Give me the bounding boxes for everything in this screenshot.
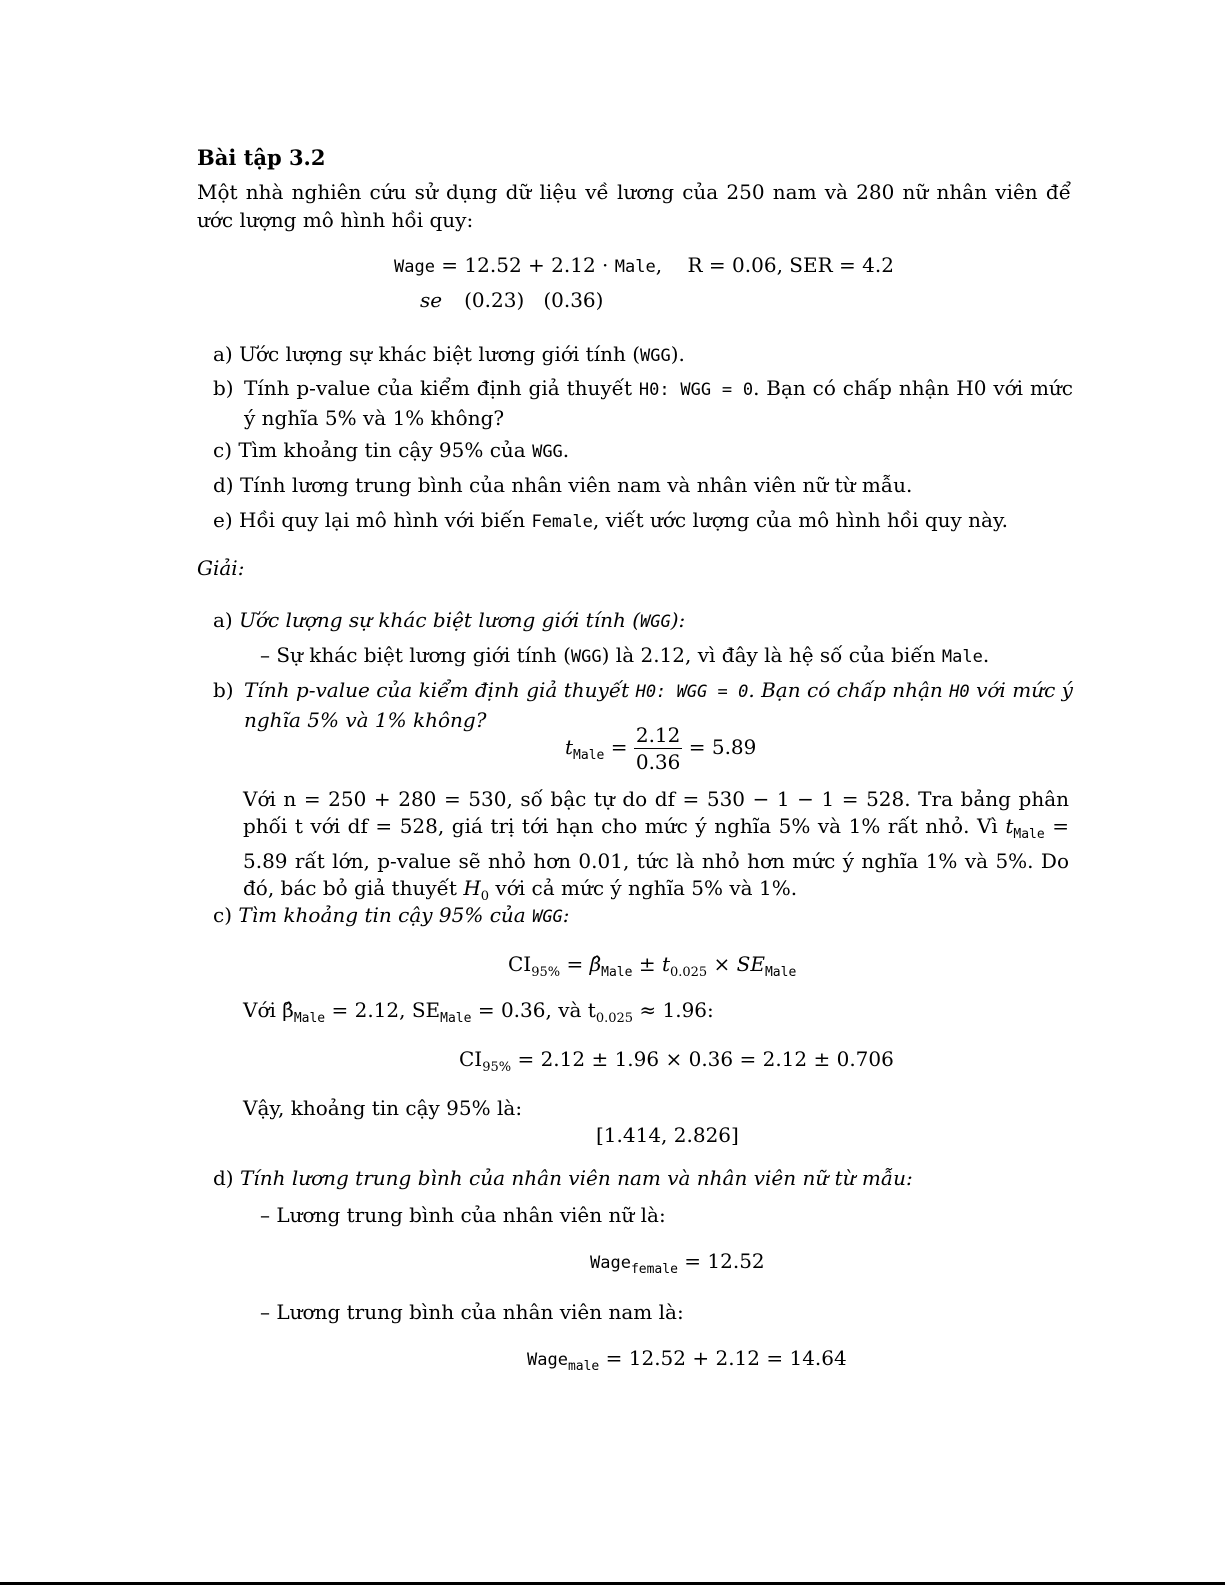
fraction [634,722,683,775]
dash-bullet: – [260,1203,270,1227]
bullet-text: ) là 2.12, vì đây là hệ số của biến [601,643,942,667]
question-label: b) [213,376,234,400]
paragraph-text: với cả mức ý nghĩa 5% và 1%. [489,876,798,900]
ci-interval: [1.414, 2.826] [596,1123,739,1147]
ci-symbol: CI [508,952,532,976]
solution-title-text: Ước lượng sự khác biệt lương giới tính ( [239,608,641,632]
formula-part: ± t [632,952,670,976]
question-code: WGG [532,442,563,462]
solution-code: H0 [949,682,970,702]
solution-a-title [213,606,1073,636]
h0-subscript: 0 [480,889,490,904]
wage-value: = 12.52 [677,1249,765,1273]
male-wage-formula [527,1346,847,1374]
wage-subscript: male [567,1359,600,1374]
t-subscript: Male [1013,827,1045,842]
fraction-numerator: 2.12 [635,723,681,747]
t-symbol: t [1005,814,1014,838]
solution-b-paragraph [243,786,1069,910]
ci-subscript: 95% [531,965,561,980]
fraction-denominator: 0.36 [635,750,681,774]
given-subscript: 0.025 [595,1011,634,1026]
bullet-text: Lương trung bình của nhân viên nam là: [276,1300,684,1324]
solution-label: a) [213,608,233,632]
female-bullet [260,1201,666,1229]
question-text: Tính lương trung bình của nhân viên nam và nhân viên nữ từ mẫu. [239,473,913,497]
question-label: d) [213,473,234,497]
bullet-text: Sự khác biệt lương giới tính ( [276,643,571,667]
solution-label: d) [213,1166,234,1190]
se-row [420,288,603,312]
se-label: se [420,288,443,312]
ci-symbol: CI [459,1047,483,1071]
question-e [213,506,1073,536]
solution-title-text: : [562,903,570,927]
question-text: , viết ước lượng của mô hình hồi quy này. [592,508,1008,532]
solution-title-text: với mức ý nghĩa 5% và 1% không? [244,678,1073,732]
exercise-intro: Một nhà nghiên cứu sử dụng dữ liệu về lương của 250 nam và 280 nữ nhân viên để ước lượng mô hình hồi quy: [197,180,1071,232]
given-subscript: Male [440,1011,472,1026]
question-text: ). [670,342,685,366]
t-result: = 5.89 [688,735,757,759]
question-text: . [562,438,570,462]
t-subscript: Male [573,748,605,763]
question-code: H0: WGG = 0 [638,380,754,400]
given-text: = 2.12, SE [325,998,441,1022]
formula-part: × SE [707,952,765,976]
dash-bullet: – [260,643,270,667]
equation-rhs: = 12.52 + 2.12 · [434,253,615,277]
solution-code: WGG [640,612,671,632]
solution-d-title [213,1164,1073,1192]
solution-code: WGG [570,647,602,667]
paragraph-text: = 5.89 rất lớn, p-value sẽ nhỏ hơn 0.01, tức là nhỏ hơn mức ý nghĩa 1% và 5%. Do đó, bác bỏ giả thuyết [243,814,1069,900]
question-c [213,436,1073,466]
ci-conclusion: Vậy, khoảng tin cậy 95% là: [243,1096,523,1120]
bullet-text: . [982,643,990,667]
wage-value: = 12.52 + 2.12 = 14.64 [599,1346,847,1370]
question-d [213,471,1073,499]
solution-a-bullet [260,641,1080,671]
formula-subscript: Male [764,965,797,980]
exercise-title: Bài tập 3.2 [197,145,326,170]
t-symbol: t [565,735,574,759]
question-text: Ước lượng sự khác biệt lương giới tính ( [239,342,641,366]
h0-symbol: H [463,876,481,900]
solution-title-text: Tìm khoảng tin cậy 95% của [238,903,533,927]
male-var: Male [614,257,656,277]
ci-subscript: 95% [482,1060,512,1075]
question-text: Tính p-value của kiểm định giả thuyết [244,376,639,400]
solution-title-text: . Bạn có chấp nhận [748,678,950,702]
solution-title-text: Tính p-value của kiểm định giả thuyết [244,678,636,702]
question-text: . Bạn có chấp nhận H0 với mức ý nghĩa 5% và 1% không? [244,376,1073,430]
given-text: = 0.36, và t [471,998,596,1022]
wage-subscript: female [630,1262,678,1277]
ci-calculation [459,1047,894,1075]
wage-var: Wage [394,257,435,277]
given-text: Với β̂ [243,998,294,1022]
se-values: (0.23) (0.36) [464,288,604,312]
formula-subscript: 0.025 [669,965,708,980]
wage-var: Wage [527,1350,568,1370]
question-a [213,340,1073,370]
solution-code: WGG [532,907,563,927]
calc-text: = 2.12 ± 1.96 × 0.36 = 2.12 ± 0.706 [511,1047,894,1071]
solution-c-title [213,901,1073,931]
solution-code: H0: WGG = 0 [635,682,749,702]
formula-part: = β̂ [560,952,602,976]
question-label: c) [213,438,233,462]
question-label: e) [213,508,233,532]
regression-equation [394,253,894,277]
dash-bullet: – [260,1300,270,1324]
question-text: Tìm khoảng tin cậy 95% của [238,438,533,462]
solution-heading: Giải: [197,556,245,580]
wage-var: Wage [590,1253,631,1273]
ci-formula [508,952,796,980]
question-label: a) [213,342,233,366]
paragraph-text: Với n = 250 + 280 = 530, số bậc tự do df = 530 − 1 − 1 = 528. Tra bảng phân phối t với df = 528, giá trị tới hạn cho mức ý nghĩa 5% và 1% rất nhỏ. Vì [243,787,1069,838]
t-statistic-formula [565,722,756,775]
solution-title-text: ): [670,608,686,632]
question-text: Hồi quy lại mô hình với biến [239,508,532,532]
formula-subscript: Male [601,965,633,980]
equals-sign: = [610,735,628,759]
ci-given-values [243,998,714,1026]
solution-title-text: Tính lương trung bình của nhân viên nam và nhân viên nữ từ mẫu: [239,1166,913,1190]
equation-stats: , R = 0.06, SER = 4.2 [655,253,894,277]
solution-label: c) [213,903,233,927]
solution-code: Male [941,647,983,667]
male-bullet [260,1298,684,1326]
given-text: ≈ 1.96: [633,998,714,1022]
female-wage-formula [590,1249,765,1277]
question-code: WGG [640,346,671,366]
given-subscript: Male [293,1011,326,1026]
solution-label: b) [213,678,234,702]
question-code: Female [531,512,593,532]
bullet-text: Lương trung bình của nhân viên nữ là: [276,1203,666,1227]
question-b [213,374,1073,432]
